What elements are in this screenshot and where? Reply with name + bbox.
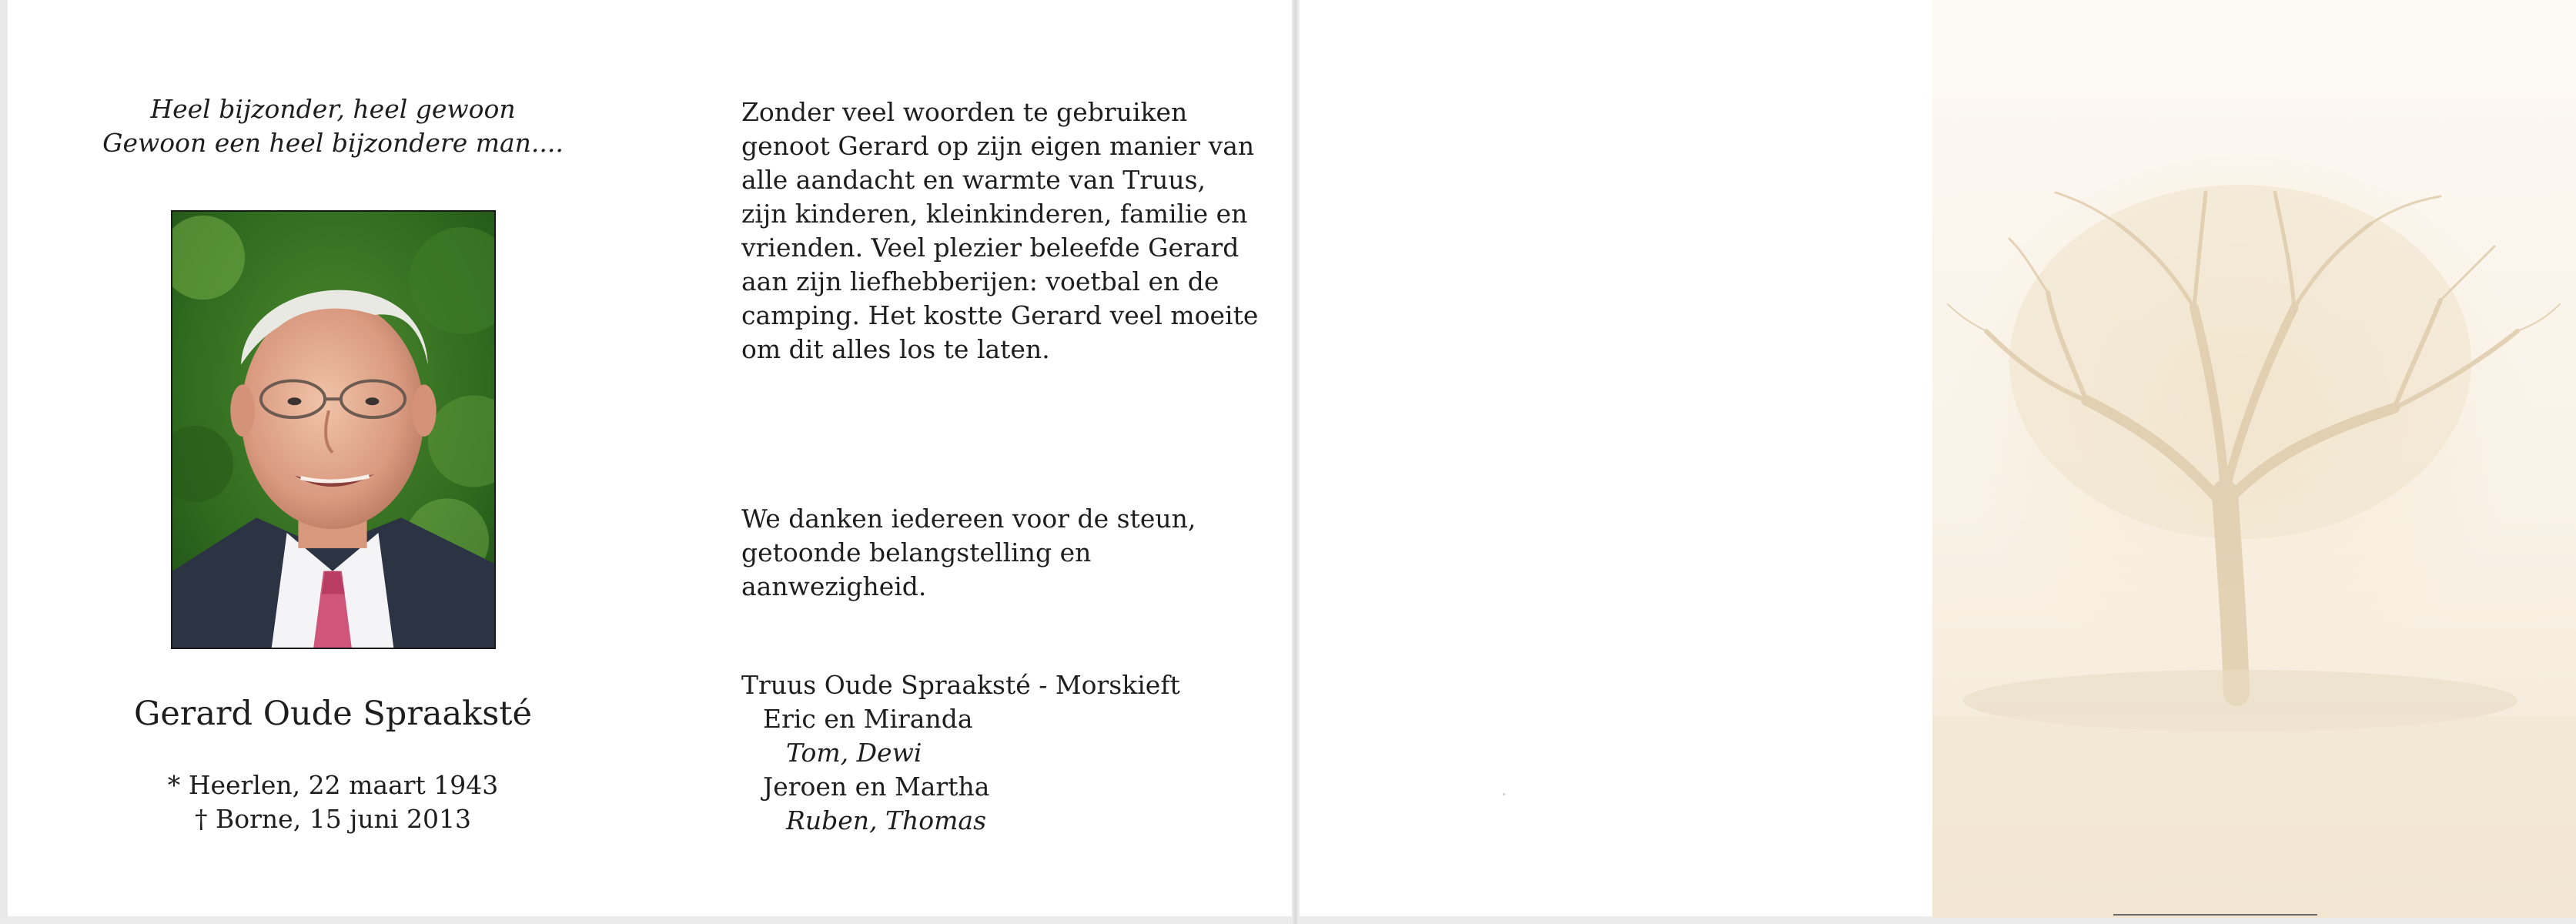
grandchildren-names-2: Ruben, Thomas <box>786 805 987 835</box>
tribute-line: vrienden. Veel plezier beleefde Gerard <box>741 233 1239 263</box>
tribute-line: om dit alles los te laten. <box>741 334 1050 364</box>
paper-speck <box>1503 793 1505 795</box>
thanks-paragraph <box>741 502 1265 604</box>
tree-illustration <box>1932 0 2576 918</box>
card-edge-left <box>0 0 8 924</box>
intro-line-1: Heel bijzonder, heel gewoon <box>150 94 516 124</box>
family-signatures <box>741 668 1180 838</box>
tribute-paragraph <box>741 95 1265 367</box>
tribute-line: Zonder veel woorden te gebruiken <box>741 97 1188 127</box>
child-names-1: Eric en Miranda <box>763 704 973 734</box>
tribute-line: aan zijn liefhebberijen: voetbal en de <box>741 266 1219 296</box>
card-fold <box>1292 0 1300 924</box>
thanks-line: getoonde belangstelling en <box>741 537 1092 567</box>
portrait-photo <box>171 210 496 649</box>
tree-in-mist-image <box>1932 0 2576 918</box>
intro-line-2: Gewoon een heel bijzondere man.... <box>102 128 564 158</box>
tribute-line: alle aandacht en warmte van Truus, <box>741 165 1206 195</box>
birth-line: * Heerlen, 22 maart 1943 <box>167 770 499 800</box>
portrait-illustration <box>172 212 494 648</box>
grandchildren-names-1: Tom, Dewi <box>786 738 922 768</box>
deceased-name: Gerard Oude Spraaksté <box>134 695 532 733</box>
thanks-line: We danken iedereen voor de steun, <box>741 504 1196 534</box>
tribute-line: camping. Het kostte Gerard veel moeite <box>741 300 1259 330</box>
tribute-line: zijn kinderen, kleinkinderen, familie en <box>741 199 1248 229</box>
intro-verse <box>46 92 620 160</box>
thanks-line: aanwezigheid. <box>741 571 927 601</box>
child-names-2: Jeroen en Martha <box>763 772 990 802</box>
spouse-name: Truus Oude Spraaksté - Morskieft <box>741 670 1180 700</box>
death-line: † Borne, 15 juni 2013 <box>195 804 471 834</box>
life-dates <box>46 768 620 836</box>
tribute-line: genoot Gerard op zijn eigen manier van <box>741 131 1255 161</box>
